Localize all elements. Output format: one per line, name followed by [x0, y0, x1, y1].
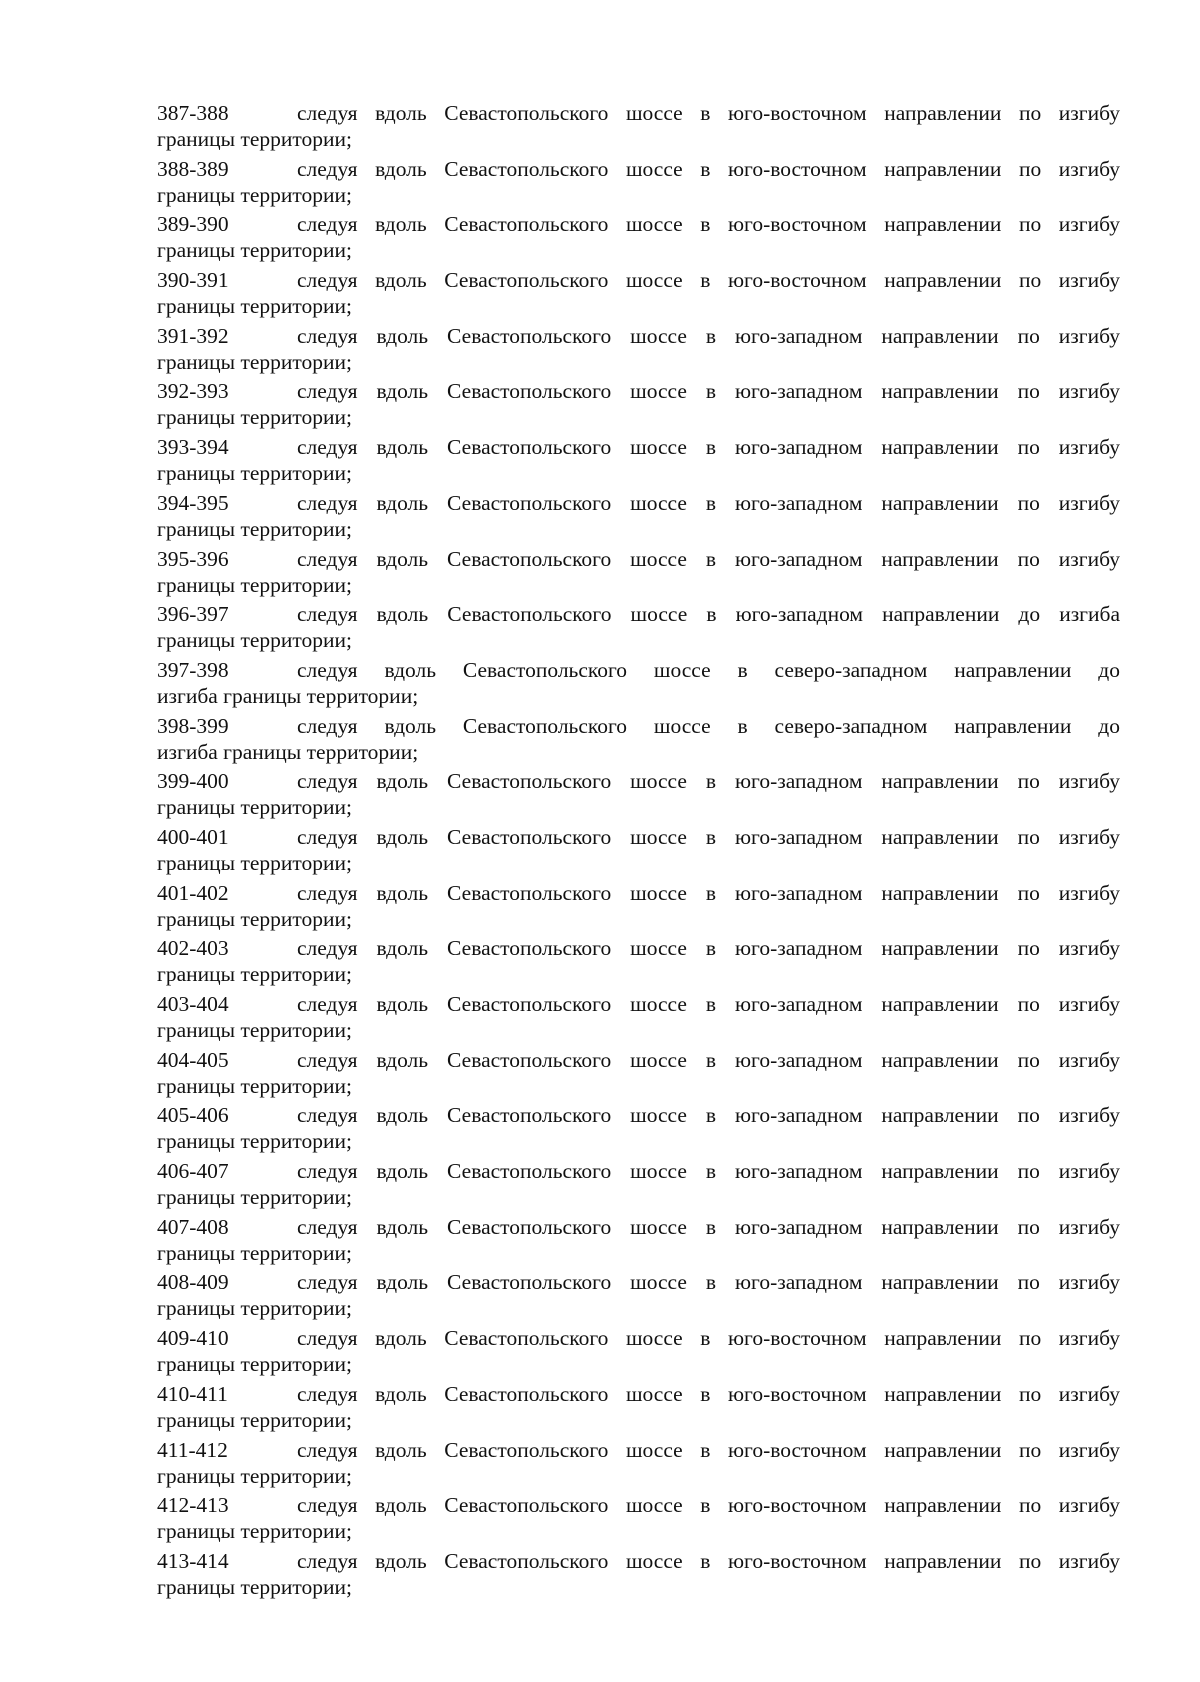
segment-code: 400-401 — [157, 824, 229, 849]
segment-description: следуя вдоль Севастопольского шоссе в северо-западном направлении до — [297, 657, 1120, 682]
boundary-entry — [157, 933, 1120, 989]
segment-description-continuation: границы территории; — [157, 962, 352, 987]
segment-description: следуя вдоль Севастопольского шоссе в юго-западном направлении по изгибу — [297, 379, 1120, 404]
segment-description: следуя вдоль Севастопольского шоссе в юго-восточном направлении по изгибу — [297, 268, 1120, 293]
segment-description: следуя вдоль Севастопольского шоссе в юго-западном направлении по изгибу — [297, 1103, 1120, 1128]
segment-code: 394-395 — [157, 490, 229, 515]
segment-description-continuation: границы территории; — [157, 349, 352, 374]
boundary-entry — [157, 822, 1120, 878]
boundary-entry — [157, 878, 1120, 934]
segment-code: 410-411 — [157, 1381, 228, 1406]
segment-description-continuation: границы территории; — [157, 1519, 352, 1544]
boundary-entry — [157, 98, 1120, 154]
boundary-entry — [157, 1267, 1120, 1323]
segment-code: 392-393 — [157, 379, 229, 404]
segment-description-continuation: изгиба границы территории; — [157, 683, 419, 708]
segment-code: 407-408 — [157, 1214, 229, 1239]
segment-description: следуя вдоль Севастопольского шоссе в юго-восточном направлении по изгибу — [297, 1493, 1120, 1518]
segment-description: следуя вдоль Севастопольского шоссе в северо-западном направлении до — [297, 713, 1120, 738]
segment-description-continuation: границы территории; — [157, 405, 352, 430]
segment-code: 398-399 — [157, 713, 229, 738]
segment-description-continuation: границы территории; — [157, 628, 352, 653]
segment-description: следуя вдоль Севастопольского шоссе в юго-восточном направлении по изгибу — [297, 212, 1120, 237]
segment-description-continuation: границы территории; — [157, 572, 352, 597]
segment-description-continuation: границы территории; — [157, 1296, 352, 1321]
segment-description: следуя вдоль Севастопольского шоссе в юго-восточном направлении по изгибу — [297, 1381, 1120, 1406]
segment-description: следуя вдоль Севастопольского шоссе в юго-западном направлении по изгибу — [297, 936, 1120, 961]
segment-description-continuation: границы территории; — [157, 1407, 352, 1432]
segment-description-continuation: границы территории; — [157, 182, 352, 207]
segment-description: следуя вдоль Севастопольского шоссе в юго-западном направлении по изгибу — [297, 824, 1120, 849]
segment-code: 388-389 — [157, 156, 229, 181]
boundary-entry — [157, 544, 1120, 600]
boundary-entry — [157, 599, 1120, 655]
boundary-entry — [157, 154, 1120, 210]
segment-description: следуя вдоль Севастопольского шоссе в юго-западном направлении до изгиба — [297, 602, 1120, 627]
boundary-entry — [157, 1156, 1120, 1212]
segment-code: 396-397 — [157, 602, 229, 627]
segment-code: 402-403 — [157, 936, 229, 961]
boundary-description-list — [157, 98, 1120, 1602]
segment-description-continuation: границы территории; — [157, 906, 352, 931]
segment-code: 405-406 — [157, 1103, 229, 1128]
segment-code: 401-402 — [157, 880, 229, 905]
segment-description-continuation: границы территории; — [157, 1574, 352, 1599]
segment-description-continuation: границы территории; — [157, 1352, 352, 1377]
segment-description-continuation: границы территории; — [157, 1073, 352, 1098]
boundary-entry — [157, 1435, 1120, 1491]
boundary-entry — [157, 376, 1120, 432]
segment-code: 406-407 — [157, 1159, 229, 1184]
segment-description-continuation: изгиба границы территории; — [157, 739, 419, 764]
segment-description-continuation: границы территории; — [157, 1129, 352, 1154]
segment-description: следуя вдоль Севастопольского шоссе в юго-западном направлении по изгибу — [297, 546, 1120, 571]
boundary-entry — [157, 1212, 1120, 1268]
segment-code: 393-394 — [157, 435, 229, 460]
segment-description: следуя вдоль Севастопольского шоссе в юго-восточном направлении по изгибу — [297, 156, 1120, 181]
segment-description-continuation: границы территории; — [157, 1463, 352, 1488]
segment-description-continuation: границы территории; — [157, 127, 352, 151]
segment-description: следуя вдоль Севастопольского шоссе в юго-западном направлении по изгибу — [297, 880, 1120, 905]
boundary-entry — [157, 432, 1120, 488]
segment-description: следуя вдоль Севастопольского шоссе в юго-восточном направлении по изгибу — [297, 1326, 1120, 1351]
boundary-entry — [157, 265, 1120, 321]
boundary-entry — [157, 321, 1120, 377]
boundary-entry — [157, 1546, 1120, 1602]
segment-description-continuation: границы территории; — [157, 461, 352, 486]
segment-description: следуя вдоль Севастопольского шоссе в юго-восточном направлении по изгибу — [297, 1548, 1120, 1573]
segment-code: 399-400 — [157, 769, 229, 794]
boundary-entry — [157, 655, 1120, 711]
segment-description: следуя вдоль Севастопольского шоссе в юго-восточном направлении по изгибу — [297, 1437, 1120, 1462]
segment-code: 395-396 — [157, 546, 229, 571]
boundary-entry — [157, 766, 1120, 822]
segment-code: 411-412 — [157, 1437, 228, 1462]
segment-code: 391-392 — [157, 323, 229, 348]
segment-code: 390-391 — [157, 268, 229, 293]
segment-description: следуя вдоль Севастопольского шоссе в юго-западном направлении по изгибу — [297, 1047, 1120, 1072]
segment-description-continuation: границы территории; — [157, 1185, 352, 1210]
segment-description-continuation: границы территории; — [157, 1018, 352, 1042]
boundary-entry — [157, 1379, 1120, 1435]
boundary-entry — [157, 1490, 1120, 1546]
segment-description-continuation: границы территории; — [157, 516, 352, 541]
boundary-entry — [157, 989, 1120, 1045]
segment-description: следуя вдоль Севастопольского шоссе в юго-западном направлении по изгибу — [297, 1270, 1120, 1295]
segment-description: следуя вдоль Севастопольского шоссе в юго-западном направлении по изгибу — [297, 435, 1120, 460]
segment-description: следуя вдоль Севастопольского шоссе в юго-западном направлении по изгибу — [297, 490, 1120, 515]
segment-description-continuation: границы территории; — [157, 795, 352, 820]
segment-description: следуя вдоль Севастопольского шоссе в юго-западном направлении по изгибу — [297, 1159, 1120, 1184]
segment-code: 409-410 — [157, 1326, 229, 1351]
boundary-entry — [157, 488, 1120, 544]
segment-code: 404-405 — [157, 1047, 229, 1072]
segment-description: следуя вдоль Севастопольского шоссе в юго-западном направлении по изгибу — [297, 769, 1120, 794]
segment-description-continuation: границы территории; — [157, 238, 352, 263]
segment-code: 408-409 — [157, 1270, 229, 1295]
segment-code: 397-398 — [157, 657, 229, 682]
segment-description-continuation: границы территории; — [157, 850, 352, 875]
segment-description: следуя вдоль Севастопольского шоссе в юго-западном направлении по изгибу — [297, 992, 1120, 1016]
segment-description: следуя вдоль Севастопольского шоссе в юго-западном направлении по изгибу — [297, 323, 1120, 348]
segment-code: 387-388 — [157, 101, 229, 125]
boundary-entry — [157, 1045, 1120, 1101]
boundary-entry — [157, 711, 1120, 767]
boundary-entry — [157, 209, 1120, 265]
segment-description: следуя вдоль Севастопольского шоссе в юго-восточном направлении по изгибу — [297, 101, 1120, 125]
segment-description-continuation: границы территории; — [157, 1240, 352, 1265]
segment-code: 412-413 — [157, 1493, 229, 1518]
segment-description-continuation: границы территории; — [157, 294, 352, 319]
segment-code: 413-414 — [157, 1548, 229, 1573]
boundary-entry — [157, 1323, 1120, 1379]
segment-description: следуя вдоль Севастопольского шоссе в юго-западном направлении по изгибу — [297, 1214, 1120, 1239]
segment-code: 403-404 — [157, 992, 229, 1016]
segment-code: 389-390 — [157, 212, 229, 237]
boundary-entry — [157, 1100, 1120, 1156]
